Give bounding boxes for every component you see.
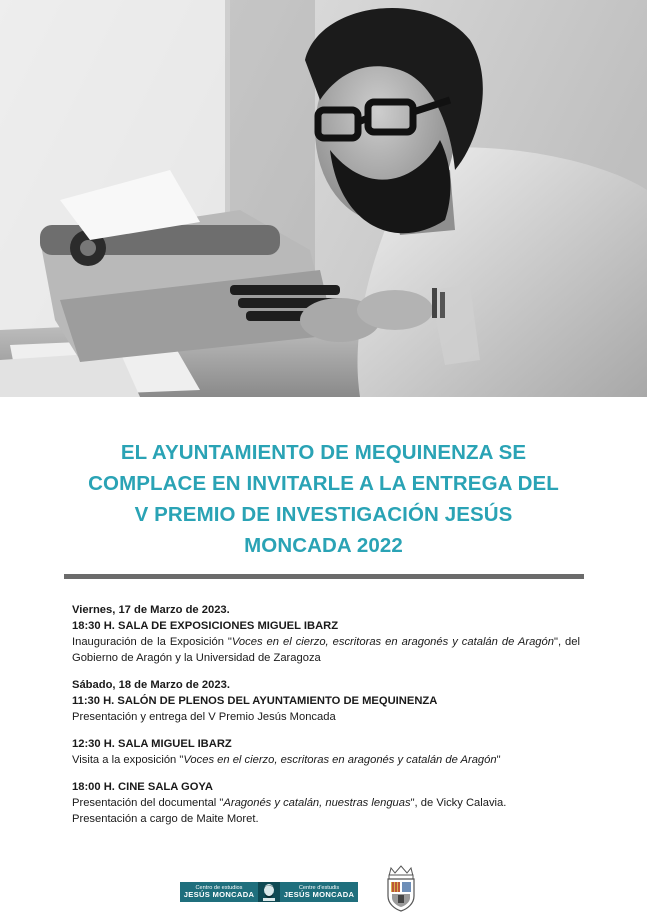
friday-desc-title: Voces en el cierzo, escritoras en aragonés y catalán de Aragón: [231, 636, 554, 648]
cinema-description: [72, 795, 580, 811]
saturday-slot: 11:30 H. SALÓN DE PLENOS DEL AYUNTAMIENTO DE MEQUINENZA: [72, 695, 438, 707]
cejm-right: [280, 885, 358, 899]
event-schedule: [72, 602, 580, 838]
cejm-left: [180, 885, 258, 899]
divider-rule: [64, 574, 584, 579]
cejm-left-small: Centro de estudios: [195, 885, 243, 891]
jesus-moncada-center-logo: [180, 882, 358, 902]
visit-desc-post: ": [496, 754, 501, 766]
friday-slot: 18:30 H. SALA DE EXPOSICIONES MIGUEL IBARZ: [72, 620, 339, 632]
schedule-cinema: [72, 779, 580, 827]
heading-line-3: V PREMIO DE INVESTIGACIÓN JESÚS: [134, 503, 513, 526]
portrait-icon: [258, 882, 280, 902]
heading-line-4: MONCADA 2022: [244, 534, 403, 557]
cejm-right-big: JESÚS MONCADA: [283, 890, 355, 899]
cejm-right-small: Centre d'estudis: [298, 885, 340, 891]
cinema-description-line2: Presentación a cargo de Maite Moret.: [72, 813, 259, 825]
schedule-friday: [72, 602, 580, 666]
coat-of-arms-icon: [383, 864, 419, 912]
cejm-left-big: JESÚS MONCADA: [183, 890, 255, 899]
cinema-desc-title: Aragonés y catalán, nuestras lenguas: [223, 797, 411, 809]
saturday-description: Presentación y entrega del V Premio Jesús Moncada: [72, 711, 336, 723]
friday-desc-pre: Inauguración de la Exposición ": [72, 636, 232, 648]
man-at-typewriter-icon: [0, 0, 647, 397]
visit-desc-title: Voces en el cierzo, escritoras en aragonés y catalán de Aragón: [183, 754, 497, 766]
saturday-date: Sábado, 18 de Marzo de 2023.: [72, 679, 230, 691]
cinema-desc-post: ", de Vicky Calavia.: [410, 797, 507, 809]
schedule-saturday: [72, 677, 580, 725]
cinema-desc-pre: Presentación del documental ": [72, 797, 224, 809]
friday-description: [72, 634, 580, 666]
heading-line-1: EL AYUNTAMIENTO DE MEQUINENZA SE: [120, 441, 527, 464]
schedule-visit: [72, 736, 580, 768]
visit-description: [72, 752, 580, 768]
hero-photo: [0, 0, 647, 397]
heading-line-2: COMPLACE EN INVITARLE A LA ENTREGA DEL: [88, 472, 559, 495]
visit-desc-pre: Visita a la exposición ": [72, 754, 184, 766]
invitation-heading: [60, 437, 587, 561]
visit-slot: 12:30 H. SALA MIGUEL IBARZ: [72, 738, 232, 750]
cinema-slot: 18:00 H. CINE SALA GOYA: [72, 781, 213, 793]
friday-desc-post: ", del Gobierno de Aragón y la Universidad de Zaragoza: [72, 636, 580, 664]
friday-date: Viernes, 17 de Marzo de 2023.: [72, 604, 230, 616]
